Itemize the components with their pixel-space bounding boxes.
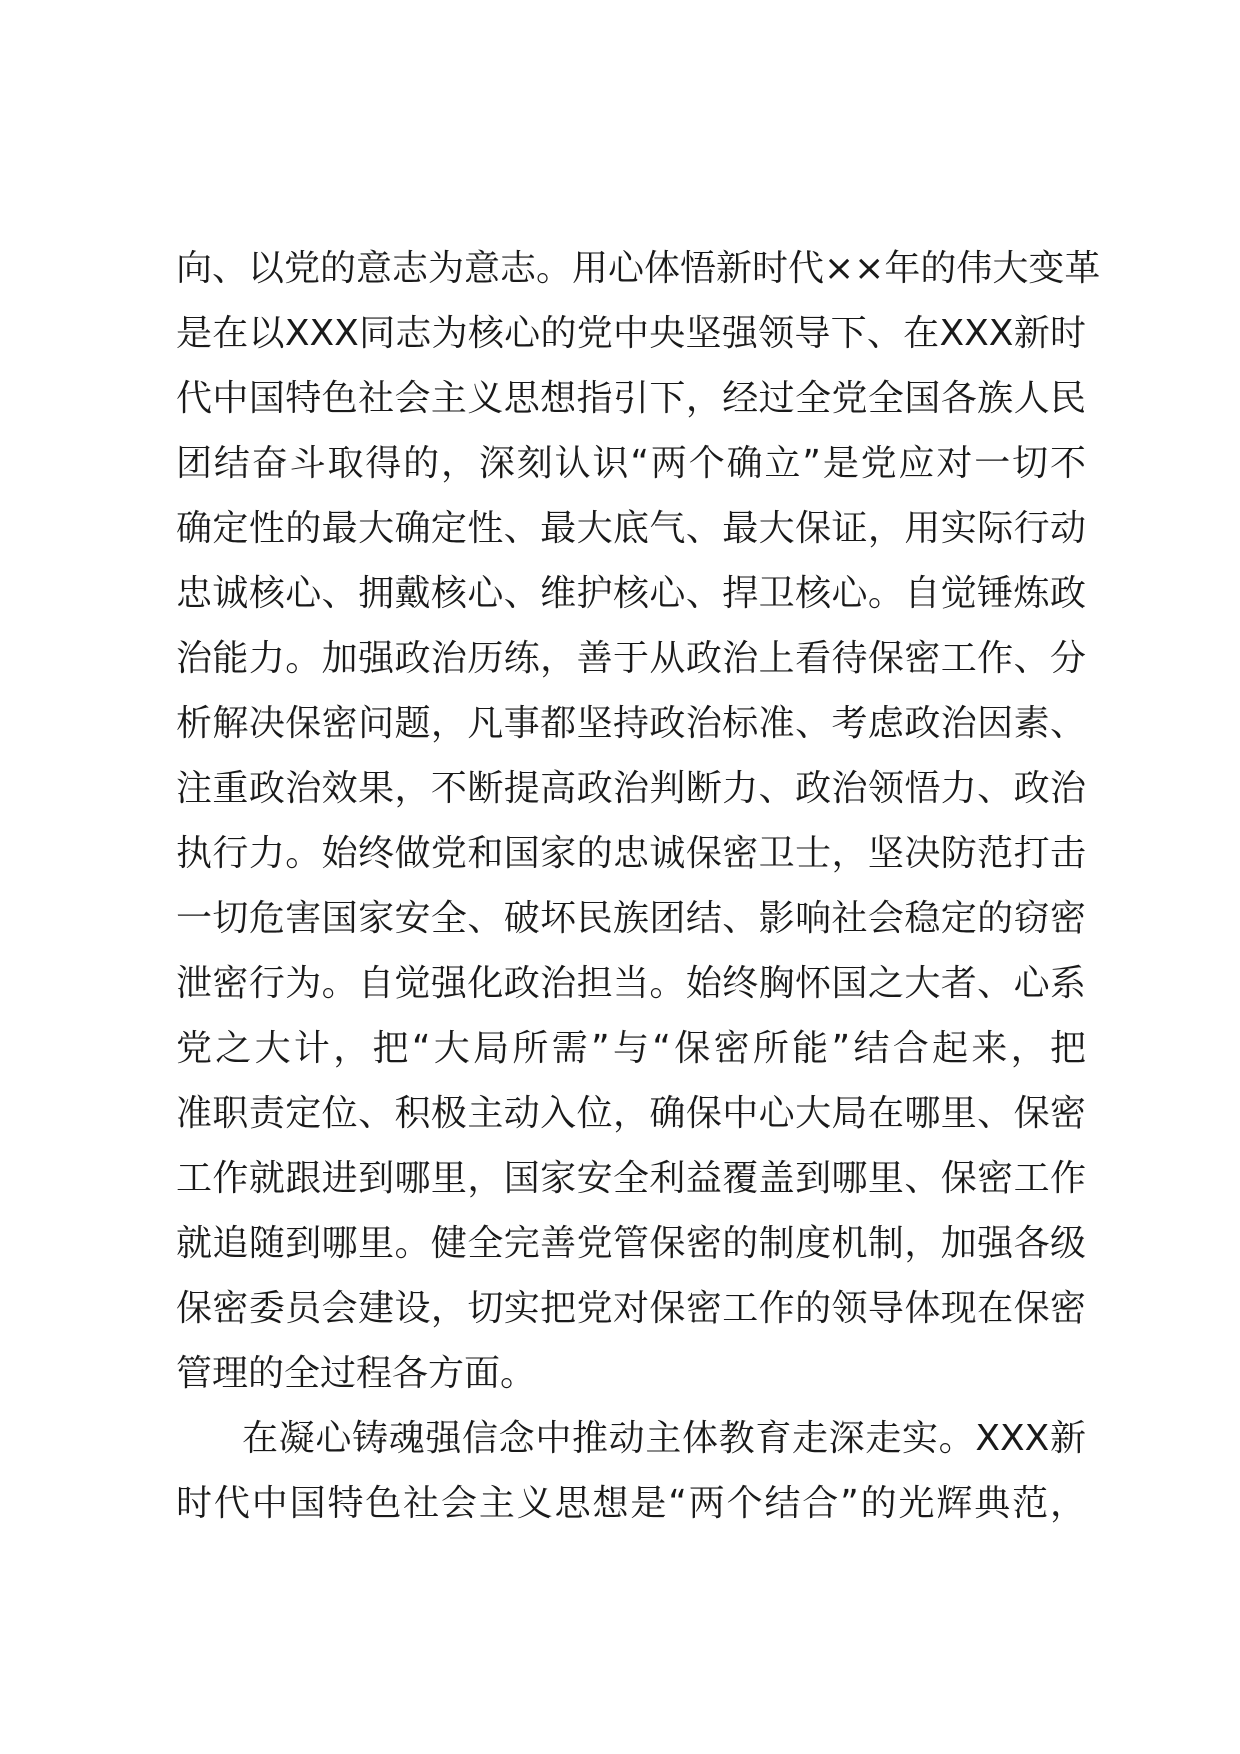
text-line: 确定性的最大确定性、最大底气、最大保证，用实际行动 xyxy=(176,508,1086,549)
body-text xyxy=(176,236,1101,1536)
text-line: 泄密行为。自觉强化政治担当。始终胸怀国之大者、心系 xyxy=(176,963,1086,1004)
text-line: 工作就跟进到哪里，国家安全利益覆盖到哪里、保密工作 xyxy=(176,1158,1086,1199)
text-line: 向、以党的意志为意志。用心体悟新时代××年的伟大变革 xyxy=(176,248,1101,289)
text-line: 保密委员会建设，切实把党对保密工作的领导体现在保密 xyxy=(176,1288,1086,1329)
text-line: 执行力。始终做党和国家的忠诚保密卫士，坚决防范打击 xyxy=(176,833,1086,874)
text-line: 是在以XXX同志为核心的党中央坚强领导下、在XXX新时 xyxy=(176,313,1086,354)
text-line: 治能力。加强政治历练，善于从政治上看待保密工作、分 xyxy=(176,638,1086,679)
text-line: 代中国特色社会主义思想指引下，经过全党全国各族人民 xyxy=(176,378,1086,419)
text-line: 准职责定位、积极主动入位，确保中心大局在哪里、保密 xyxy=(176,1093,1086,1134)
text-line: 团结奋斗取得的，深刻认识“两个确立”是党应对一切不 xyxy=(176,443,1086,484)
text-line: 忠诚核心、拥戴核心、维护核心、捍卫核心。自觉锤炼政 xyxy=(176,573,1086,614)
text-line: 一切危害国家安全、破坏民族团结、影响社会稳定的窃密 xyxy=(176,898,1086,939)
text-line: 党之大计，把“大局所需”与“保密所能”结合起来，把 xyxy=(176,1028,1086,1069)
paragraph-political-loyalty xyxy=(176,236,1101,1406)
text-line: 析解决保密问题，凡事都坚持政治标准、考虑政治因素、 xyxy=(176,703,1086,744)
text-line: 时代中国特色社会主义思想是“两个结合”的光辉典范， xyxy=(176,1483,1086,1524)
text-line: 在凝心铸魂强信念中推动主体教育走深走实。XXX新 xyxy=(242,1418,1086,1459)
text-line: 就追随到哪里。健全完善党管保密的制度机制，加强各级 xyxy=(176,1223,1086,1264)
text-line: 管理的全过程各方面。 xyxy=(176,1353,537,1394)
paragraph-theme-education xyxy=(176,1406,1086,1536)
text-line: 注重政治效果，不断提高政治判断力、政治领悟力、政治 xyxy=(176,768,1086,809)
